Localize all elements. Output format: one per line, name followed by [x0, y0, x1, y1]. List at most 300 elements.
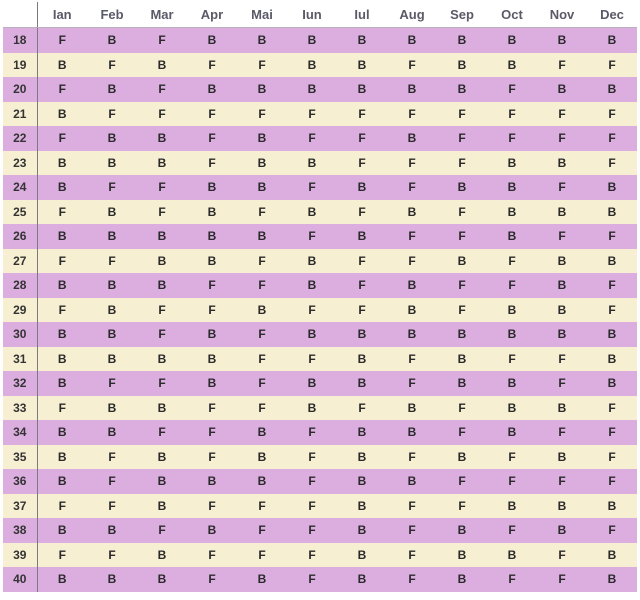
prediction-table — [3, 2, 637, 592]
prediction-cell: F — [137, 322, 187, 347]
prediction-cell: B — [237, 126, 287, 151]
prediction-cell: B — [387, 396, 437, 421]
prediction-cell: F — [187, 420, 237, 445]
prediction-cell: F — [437, 273, 487, 298]
prediction-cell: B — [587, 77, 637, 102]
age-label: 23 — [3, 151, 37, 176]
month-header-nov: Nov — [537, 2, 587, 28]
prediction-cell: F — [537, 224, 587, 249]
prediction-cell: B — [587, 249, 637, 274]
prediction-cell: B — [137, 126, 187, 151]
prediction-cell: B — [37, 322, 87, 347]
age-label: 28 — [3, 273, 37, 298]
prediction-cell: F — [287, 224, 337, 249]
prediction-cell: B — [487, 371, 537, 396]
prediction-cell: B — [337, 445, 387, 470]
prediction-cell: B — [337, 518, 387, 543]
table-row — [3, 28, 637, 53]
prediction-cell: F — [537, 175, 587, 200]
table-row — [3, 77, 637, 102]
prediction-cell: F — [537, 567, 587, 592]
prediction-cell: B — [487, 543, 537, 568]
prediction-cell: F — [37, 543, 87, 568]
prediction-cell: F — [87, 543, 137, 568]
prediction-cell: F — [187, 298, 237, 323]
prediction-cell: F — [237, 518, 287, 543]
prediction-cell: F — [237, 102, 287, 127]
prediction-cell: F — [487, 518, 537, 543]
prediction-cell: B — [337, 494, 387, 519]
prediction-cell: B — [37, 420, 87, 445]
prediction-cell: F — [387, 175, 437, 200]
prediction-cell: F — [337, 273, 387, 298]
prediction-cell: B — [387, 77, 437, 102]
prediction-cell: F — [587, 53, 637, 78]
prediction-cell: F — [487, 126, 537, 151]
table-row — [3, 518, 637, 543]
table-row — [3, 469, 637, 494]
prediction-cell: F — [487, 102, 537, 127]
prediction-cell: F — [437, 494, 487, 519]
prediction-cell: B — [437, 249, 487, 274]
prediction-cell: F — [87, 371, 137, 396]
prediction-cell: B — [437, 53, 487, 78]
prediction-cell: B — [187, 77, 237, 102]
prediction-cell: B — [37, 469, 87, 494]
prediction-cell: B — [487, 298, 537, 323]
month-header-aug: Aug — [387, 2, 437, 28]
prediction-cell: B — [387, 273, 437, 298]
prediction-cell: F — [37, 77, 87, 102]
age-label: 31 — [3, 347, 37, 372]
prediction-cell: F — [237, 494, 287, 519]
prediction-cell: F — [287, 102, 337, 127]
prediction-cell: B — [37, 151, 87, 176]
prediction-cell: F — [187, 494, 237, 519]
prediction-cell: F — [137, 518, 187, 543]
prediction-cell: B — [587, 567, 637, 592]
prediction-cell: F — [437, 151, 487, 176]
age-label: 25 — [3, 200, 37, 225]
prediction-cell: F — [87, 53, 137, 78]
prediction-cell: F — [137, 371, 187, 396]
prediction-cell: F — [37, 126, 87, 151]
prediction-cell: F — [37, 494, 87, 519]
prediction-cell: F — [537, 469, 587, 494]
prediction-cell: F — [337, 102, 387, 127]
prediction-cell: F — [237, 249, 287, 274]
prediction-cell: B — [337, 77, 387, 102]
prediction-cell: F — [487, 273, 537, 298]
prediction-cell: F — [37, 28, 87, 53]
month-header-dec: Dec — [587, 2, 637, 28]
prediction-cell: B — [237, 175, 287, 200]
prediction-cell: F — [187, 445, 237, 470]
prediction-cell: F — [37, 249, 87, 274]
prediction-cell: F — [37, 298, 87, 323]
table-row — [3, 151, 637, 176]
prediction-cell: F — [37, 200, 87, 225]
prediction-cell: F — [187, 53, 237, 78]
age-label: 36 — [3, 469, 37, 494]
prediction-cell: F — [387, 151, 437, 176]
prediction-cell: F — [287, 567, 337, 592]
prediction-cell: F — [487, 469, 537, 494]
month-header-oct: Oct — [487, 2, 537, 28]
prediction-cell: B — [537, 77, 587, 102]
prediction-cell: F — [437, 102, 487, 127]
prediction-cell: F — [187, 126, 237, 151]
age-label: 30 — [3, 322, 37, 347]
prediction-cell: B — [437, 371, 487, 396]
prediction-cell: B — [337, 420, 387, 445]
table-row — [3, 175, 637, 200]
prediction-cell: F — [287, 298, 337, 323]
prediction-cell: F — [387, 102, 437, 127]
prediction-cell: F — [437, 224, 487, 249]
prediction-cell: F — [237, 396, 287, 421]
prediction-cell: B — [87, 298, 137, 323]
prediction-cell: B — [487, 28, 537, 53]
age-label: 18 — [3, 28, 37, 53]
prediction-cell: F — [187, 273, 237, 298]
prediction-cell: B — [37, 347, 87, 372]
prediction-cell: B — [437, 518, 487, 543]
age-label: 39 — [3, 543, 37, 568]
prediction-cell: B — [187, 249, 237, 274]
prediction-cell: B — [537, 151, 587, 176]
prediction-cell: F — [537, 420, 587, 445]
prediction-cell: B — [87, 224, 137, 249]
prediction-cell: B — [537, 322, 587, 347]
prediction-cell: B — [337, 28, 387, 53]
table-row — [3, 396, 637, 421]
prediction-cell: B — [37, 53, 87, 78]
prediction-cell: B — [37, 175, 87, 200]
prediction-cell: B — [287, 77, 337, 102]
prediction-cell: B — [487, 224, 537, 249]
prediction-cell: B — [87, 28, 137, 53]
prediction-cell: B — [187, 28, 237, 53]
prediction-cell: B — [187, 347, 237, 372]
age-label: 27 — [3, 249, 37, 274]
prediction-cell: B — [87, 126, 137, 151]
prediction-cell: F — [87, 469, 137, 494]
prediction-cell: F — [587, 518, 637, 543]
prediction-cell: F — [437, 126, 487, 151]
prediction-cell: B — [437, 77, 487, 102]
prediction-cell: B — [487, 494, 537, 519]
prediction-cell: B — [337, 543, 387, 568]
prediction-cell: B — [137, 273, 187, 298]
month-header-feb: Feb — [87, 2, 137, 28]
prediction-cell: F — [137, 102, 187, 127]
prediction-cell: B — [387, 28, 437, 53]
prediction-cell: B — [137, 543, 187, 568]
prediction-cell: B — [237, 469, 287, 494]
age-label: 24 — [3, 175, 37, 200]
prediction-cell: B — [337, 53, 387, 78]
prediction-cell: F — [437, 469, 487, 494]
prediction-cell: F — [287, 175, 337, 200]
prediction-cell: B — [487, 396, 537, 421]
prediction-cell: B — [387, 420, 437, 445]
prediction-cell: B — [387, 298, 437, 323]
prediction-cell: B — [487, 151, 537, 176]
prediction-cell: B — [387, 200, 437, 225]
prediction-cell: B — [187, 200, 237, 225]
prediction-cell: F — [587, 298, 637, 323]
prediction-cell: F — [237, 53, 287, 78]
prediction-cell: B — [137, 151, 187, 176]
prediction-cell: B — [487, 200, 537, 225]
prediction-cell: B — [37, 518, 87, 543]
prediction-cell: F — [487, 347, 537, 372]
prediction-cell: B — [187, 224, 237, 249]
prediction-cell: B — [237, 77, 287, 102]
prediction-cell: F — [587, 224, 637, 249]
prediction-cell: B — [237, 28, 287, 53]
prediction-cell: F — [487, 445, 537, 470]
month-header-row — [3, 2, 637, 28]
prediction-cell: F — [137, 420, 187, 445]
prediction-cell: B — [137, 494, 187, 519]
prediction-cell: B — [37, 224, 87, 249]
prediction-cell: F — [537, 347, 587, 372]
age-label: 19 — [3, 53, 37, 78]
prediction-cell: F — [537, 126, 587, 151]
prediction-cell: B — [437, 347, 487, 372]
prediction-cell: B — [87, 347, 137, 372]
prediction-cell: B — [387, 469, 437, 494]
prediction-cell: B — [537, 518, 587, 543]
prediction-cell: F — [337, 200, 387, 225]
prediction-cell: F — [537, 543, 587, 568]
prediction-cell: B — [387, 322, 437, 347]
prediction-cell: B — [137, 53, 187, 78]
prediction-cell: F — [237, 543, 287, 568]
prediction-cell: B — [537, 249, 587, 274]
prediction-cell: F — [337, 151, 387, 176]
prediction-cell: B — [37, 102, 87, 127]
prediction-cell: B — [537, 273, 587, 298]
month-header-iun: Iun — [287, 2, 337, 28]
table-row — [3, 200, 637, 225]
age-label: 22 — [3, 126, 37, 151]
table-row — [3, 420, 637, 445]
prediction-cell: B — [37, 371, 87, 396]
prediction-cell: F — [487, 249, 537, 274]
prediction-cell: F — [387, 53, 437, 78]
prediction-cell: F — [587, 469, 637, 494]
prediction-cell: B — [587, 494, 637, 519]
table-row — [3, 224, 637, 249]
age-label: 29 — [3, 298, 37, 323]
prediction-cell: B — [537, 445, 587, 470]
prediction-cell: F — [287, 469, 337, 494]
prediction-cell: B — [287, 151, 337, 176]
prediction-cell: F — [237, 273, 287, 298]
prediction-cell: B — [337, 371, 387, 396]
prediction-cell: B — [287, 249, 337, 274]
age-label: 40 — [3, 567, 37, 592]
prediction-cell: B — [187, 371, 237, 396]
prediction-cell: F — [137, 28, 187, 53]
prediction-cell: B — [437, 175, 487, 200]
prediction-cell: B — [237, 224, 287, 249]
prediction-cell: F — [337, 249, 387, 274]
prediction-cell: B — [537, 494, 587, 519]
age-label: 35 — [3, 445, 37, 470]
prediction-cell: B — [237, 420, 287, 445]
prediction-cell: B — [137, 396, 187, 421]
prediction-cell: B — [287, 371, 337, 396]
prediction-cell: B — [287, 53, 337, 78]
prediction-cell: F — [287, 518, 337, 543]
prediction-cell: B — [337, 347, 387, 372]
prediction-cell: B — [87, 151, 137, 176]
month-header-iul: Iul — [337, 2, 387, 28]
month-header-sep: Sep — [437, 2, 487, 28]
prediction-cell: B — [87, 77, 137, 102]
prediction-cell: B — [487, 175, 537, 200]
prediction-cell: F — [587, 151, 637, 176]
age-label: 20 — [3, 77, 37, 102]
prediction-cell: B — [137, 347, 187, 372]
prediction-cell: B — [137, 224, 187, 249]
prediction-cell: B — [137, 567, 187, 592]
prediction-cell: B — [337, 567, 387, 592]
prediction-cell: B — [537, 298, 587, 323]
prediction-cell: F — [537, 102, 587, 127]
prediction-cell: B — [537, 28, 587, 53]
prediction-cell: F — [587, 126, 637, 151]
prediction-cell: F — [187, 567, 237, 592]
prediction-cell: B — [437, 445, 487, 470]
prediction-cell: F — [137, 200, 187, 225]
table-row — [3, 567, 637, 592]
prediction-cell: F — [187, 396, 237, 421]
prediction-cell: F — [437, 200, 487, 225]
prediction-cell: B — [37, 445, 87, 470]
prediction-cell: B — [87, 420, 137, 445]
table-row — [3, 371, 637, 396]
prediction-cell: B — [437, 322, 487, 347]
prediction-cell: B — [587, 371, 637, 396]
prediction-cell: F — [87, 175, 137, 200]
prediction-cell: B — [287, 273, 337, 298]
prediction-cell: F — [537, 53, 587, 78]
table-row — [3, 494, 637, 519]
prediction-cell: F — [137, 77, 187, 102]
prediction-cell: B — [287, 396, 337, 421]
prediction-cell: B — [437, 28, 487, 53]
age-label: 37 — [3, 494, 37, 519]
prediction-cell: B — [37, 273, 87, 298]
prediction-cell: F — [287, 543, 337, 568]
month-header-ian: Ian — [37, 2, 87, 28]
prediction-cell: B — [287, 28, 337, 53]
prediction-cell: B — [587, 28, 637, 53]
prediction-cell: B — [287, 322, 337, 347]
prediction-cell: F — [337, 126, 387, 151]
prediction-cell: B — [337, 175, 387, 200]
prediction-cell: F — [87, 494, 137, 519]
prediction-cell: F — [587, 445, 637, 470]
prediction-cell: F — [387, 518, 437, 543]
table-row — [3, 445, 637, 470]
prediction-cell: F — [87, 445, 137, 470]
prediction-cell: F — [237, 322, 287, 347]
prediction-cell: B — [187, 322, 237, 347]
prediction-cell: B — [237, 567, 287, 592]
prediction-cell: B — [487, 53, 537, 78]
prediction-cell: F — [237, 200, 287, 225]
prediction-cell: F — [187, 543, 237, 568]
prediction-cell: F — [287, 445, 337, 470]
prediction-cell: F — [287, 420, 337, 445]
prediction-cell: F — [587, 273, 637, 298]
prediction-cell: F — [387, 543, 437, 568]
prediction-cell: B — [237, 298, 287, 323]
prediction-cell: F — [387, 445, 437, 470]
prediction-cell: B — [187, 469, 237, 494]
prediction-cell: B — [587, 543, 637, 568]
prediction-cell: F — [337, 298, 387, 323]
prediction-cell: B — [437, 567, 487, 592]
prediction-cell: F — [87, 249, 137, 274]
prediction-cell: F — [387, 494, 437, 519]
prediction-cell: F — [137, 298, 187, 323]
prediction-cell: B — [337, 224, 387, 249]
prediction-cell: B — [587, 322, 637, 347]
prediction-cell: F — [387, 347, 437, 372]
prediction-cell: F — [237, 347, 287, 372]
prediction-cell: B — [587, 200, 637, 225]
prediction-cell: F — [37, 396, 87, 421]
age-label: 33 — [3, 396, 37, 421]
prediction-cell: F — [487, 567, 537, 592]
corner-cell — [3, 2, 37, 28]
prediction-cell: F — [587, 102, 637, 127]
table-row — [3, 126, 637, 151]
prediction-cell: F — [437, 298, 487, 323]
prediction-cell: F — [337, 396, 387, 421]
table-row — [3, 347, 637, 372]
prediction-cell: F — [437, 396, 487, 421]
month-header-mai: Mai — [237, 2, 287, 28]
prediction-cell: B — [187, 175, 237, 200]
month-header-mar: Mar — [137, 2, 187, 28]
table-row — [3, 543, 637, 568]
prediction-cell: B — [87, 396, 137, 421]
month-header-apr: Apr — [187, 2, 237, 28]
prediction-cell: B — [337, 469, 387, 494]
prediction-cell: F — [587, 396, 637, 421]
prediction-cell: B — [487, 322, 537, 347]
table-row — [3, 322, 637, 347]
prediction-cell: B — [37, 567, 87, 592]
table-row — [3, 53, 637, 78]
prediction-cell: F — [387, 249, 437, 274]
prediction-cell: F — [387, 371, 437, 396]
prediction-cell: F — [187, 151, 237, 176]
prediction-cell: F — [137, 175, 187, 200]
prediction-cell: B — [87, 567, 137, 592]
prediction-cell: F — [387, 224, 437, 249]
prediction-cell: B — [237, 151, 287, 176]
prediction-cell: B — [87, 200, 137, 225]
